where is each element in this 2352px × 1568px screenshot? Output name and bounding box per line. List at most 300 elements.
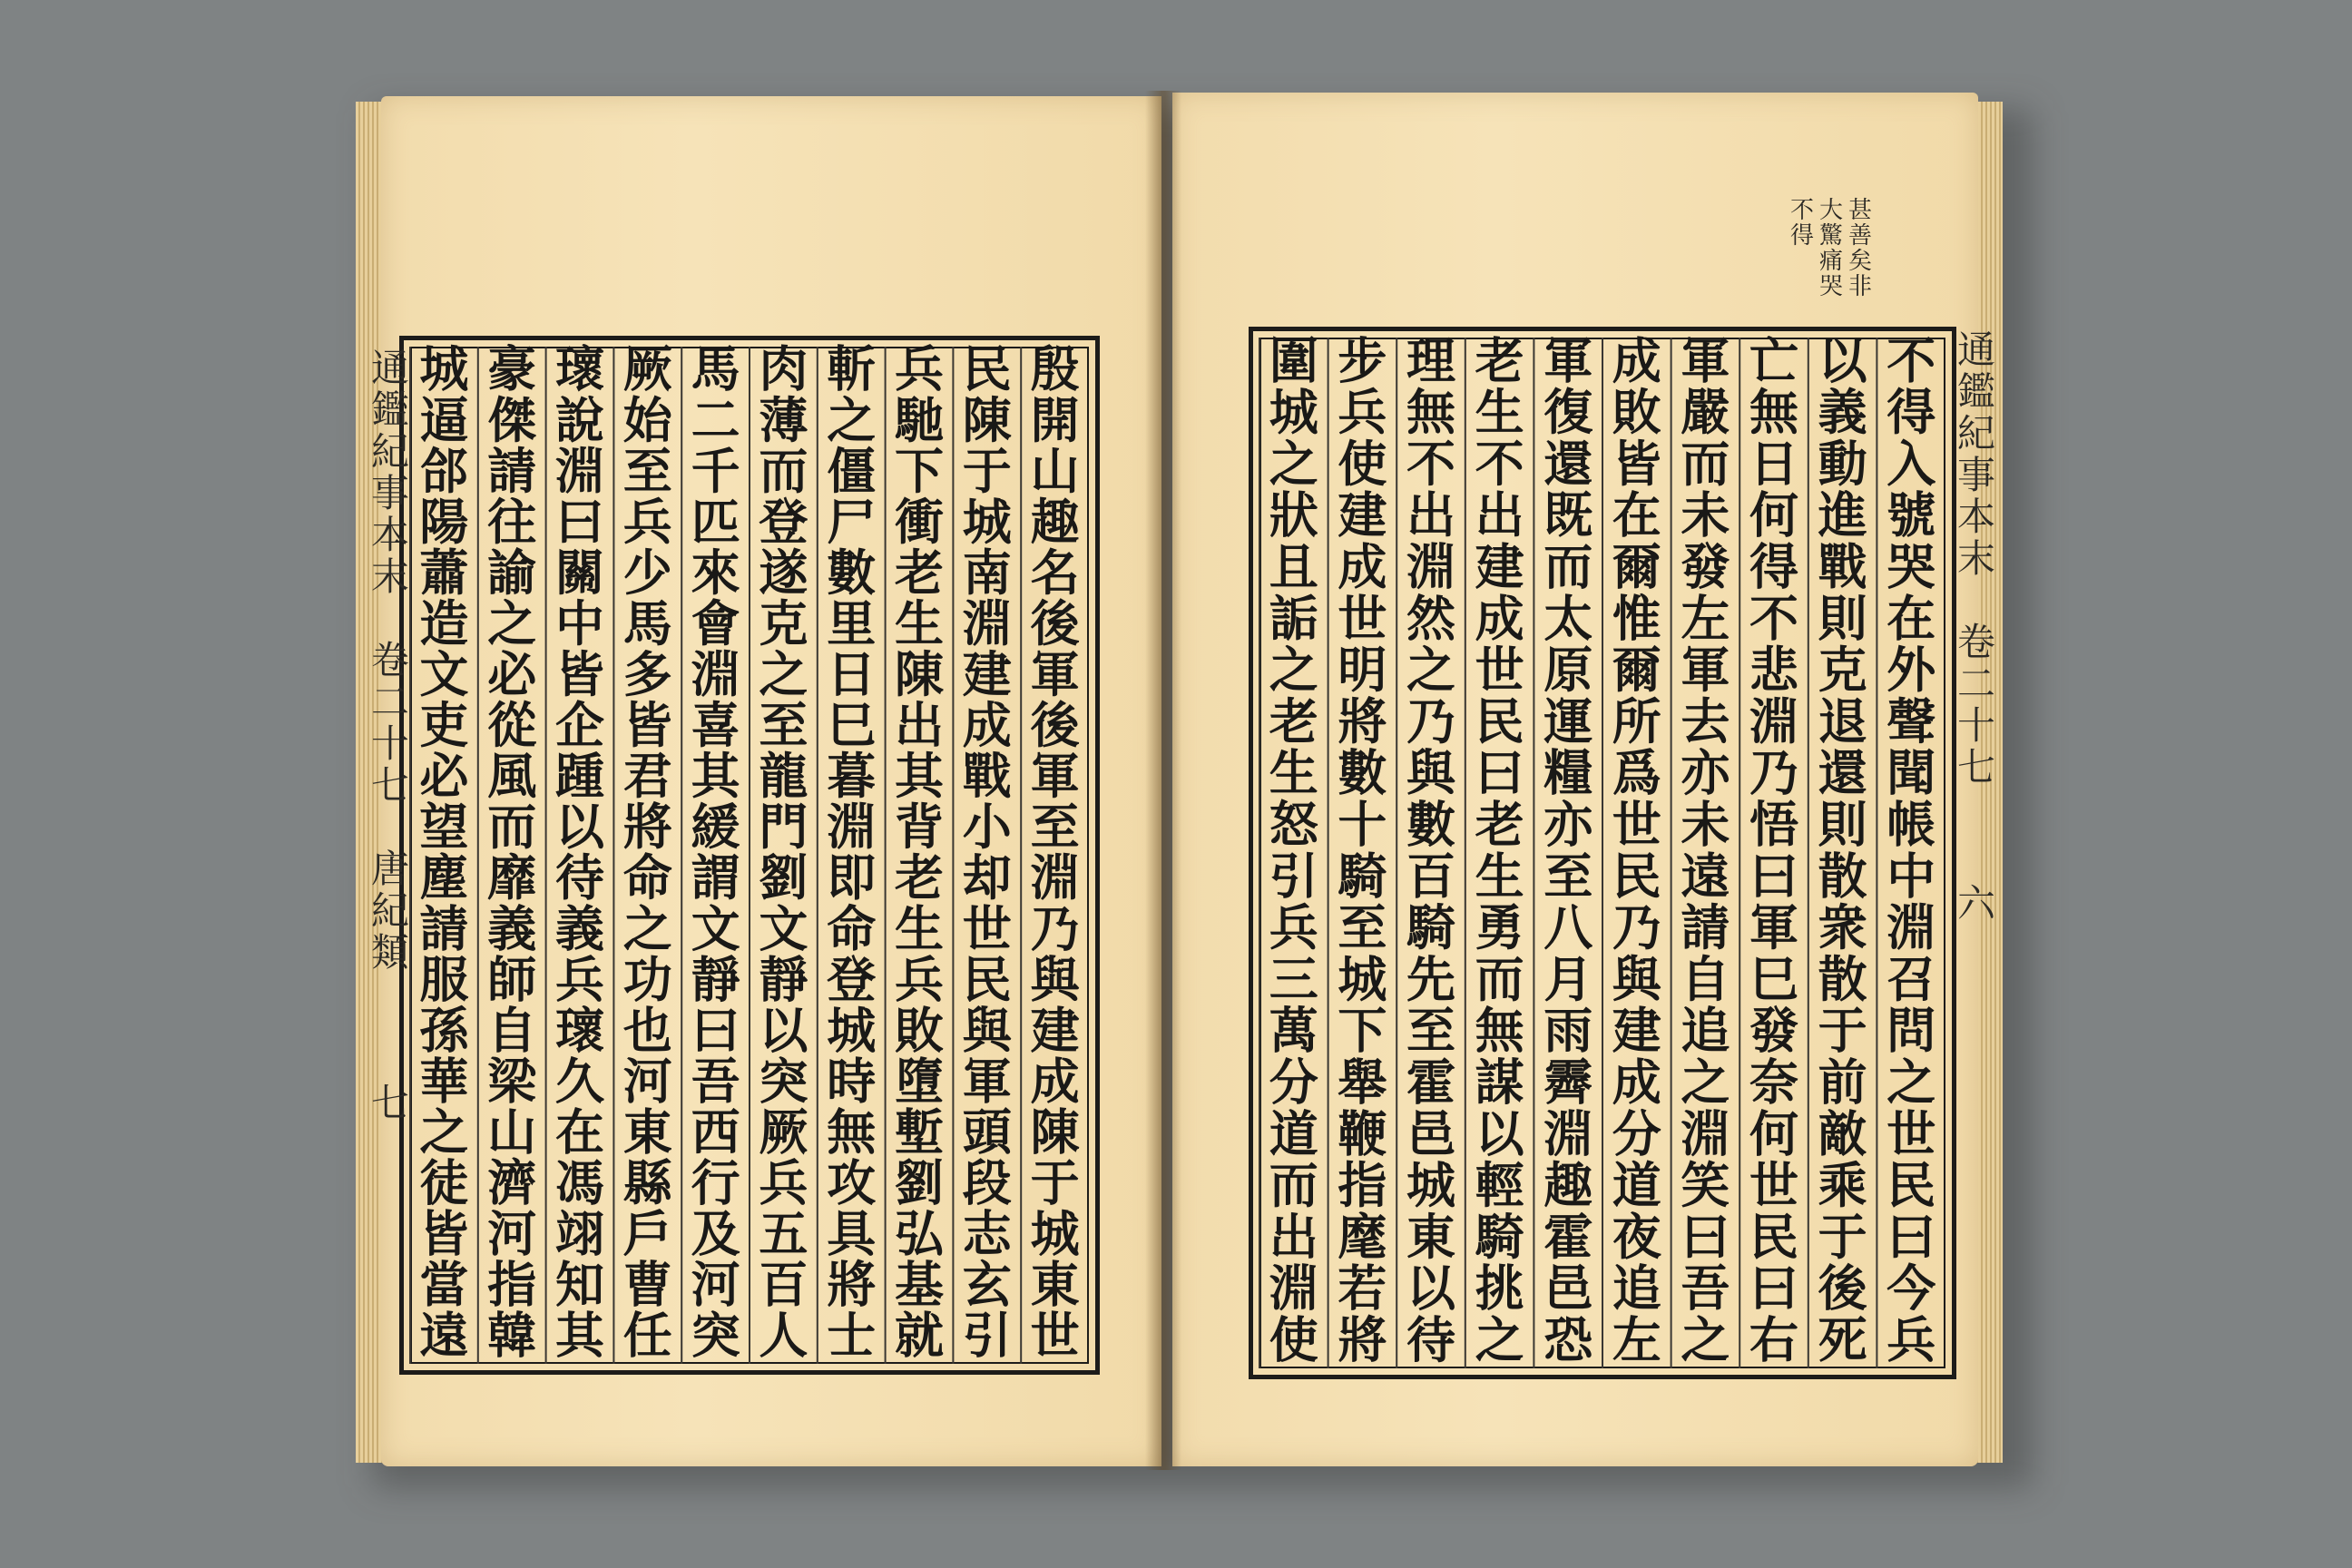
right-character: 成 xyxy=(1612,1053,1661,1112)
right-character: 邑 xyxy=(1544,1259,1593,1318)
right-character: 曰 xyxy=(1886,1207,1936,1266)
right-character: 霍 xyxy=(1406,1053,1455,1112)
right-folio: 六 xyxy=(1956,881,1996,926)
right-character: 不 xyxy=(1886,331,1936,390)
left-character: 陽 xyxy=(419,492,469,551)
left-character: 就 xyxy=(895,1306,944,1365)
right-character: 出 xyxy=(1269,1207,1318,1266)
right-character: 民 xyxy=(1749,1207,1798,1266)
right-spine-character: 二 xyxy=(1956,662,1996,706)
left-character: 與 xyxy=(1030,950,1080,1009)
left-character: 望 xyxy=(419,798,469,857)
right-character: 圍 xyxy=(1269,331,1318,390)
left-character: 城 xyxy=(962,492,1012,551)
left-character: 巳 xyxy=(827,696,877,755)
right-character: 曰 xyxy=(1749,1259,1798,1318)
left-character: 南 xyxy=(962,543,1012,602)
left-character: 靜 xyxy=(759,950,808,1009)
left-character: 而 xyxy=(487,798,537,857)
left-character: 生 xyxy=(895,593,944,652)
left-character: 劉 xyxy=(895,1153,944,1212)
left-character: 肉 xyxy=(759,339,808,398)
left-character: 陳 xyxy=(895,645,944,704)
right-character: 且 xyxy=(1269,537,1318,596)
left-character: 淵 xyxy=(827,798,877,857)
left-character: 于 xyxy=(1030,1153,1080,1212)
right-character: 號 xyxy=(1886,485,1936,544)
right-character: 何 xyxy=(1749,485,1798,544)
right-character: 之 xyxy=(1886,1053,1936,1112)
left-character: 翊 xyxy=(555,1204,604,1263)
left-character: 門 xyxy=(759,798,808,857)
left-character: 久 xyxy=(555,1052,604,1111)
left-character: 馬 xyxy=(691,339,740,398)
left-character: 至 xyxy=(759,696,808,755)
right-spine-character: 紀 xyxy=(1956,411,1996,456)
left-character: 其 xyxy=(691,747,740,806)
left-character: 即 xyxy=(827,848,877,907)
left-character: 韓 xyxy=(487,1306,537,1365)
left-character: 里 xyxy=(827,593,877,652)
left-character: 老 xyxy=(895,543,944,602)
right-character: 帳 xyxy=(1886,795,1936,854)
right-character: 衆 xyxy=(1818,898,1867,957)
right-character: 將 xyxy=(1338,1310,1387,1369)
left-character: 皆 xyxy=(419,1204,469,1263)
left-character: 少 xyxy=(622,543,672,602)
right-character: 生 xyxy=(1269,743,1318,802)
left-character: 也 xyxy=(622,1001,672,1060)
right-character: 若 xyxy=(1338,1259,1387,1318)
right-character: 克 xyxy=(1818,641,1867,700)
right-character: 道 xyxy=(1269,1104,1318,1163)
left-text-column xyxy=(487,340,538,1365)
right-character: 追 xyxy=(1681,1001,1730,1060)
left-character: 登 xyxy=(827,950,877,1009)
left-character: 君 xyxy=(622,747,672,806)
head-note-character: 得 xyxy=(1789,222,1815,250)
right-character: 笑 xyxy=(1681,1156,1730,1215)
left-spine-character: 類 xyxy=(370,930,410,975)
right-character: 道 xyxy=(1612,1156,1661,1215)
left-character: 之 xyxy=(622,899,672,958)
left-character: 遂 xyxy=(759,543,808,602)
left-character: 當 xyxy=(419,1255,469,1314)
left-character: 玄 xyxy=(962,1255,1012,1314)
left-character: 突 xyxy=(691,1306,740,1365)
left-character: 多 xyxy=(622,645,672,704)
right-spine-character: 鑑 xyxy=(1956,369,1996,414)
right-character: 乃 xyxy=(1749,743,1798,802)
right-character: 東 xyxy=(1406,1207,1455,1266)
left-spine-character: 本 xyxy=(370,513,410,557)
right-character: 軍 xyxy=(1681,331,1730,390)
left-character: 僵 xyxy=(827,441,877,500)
right-text-column xyxy=(1886,331,1937,1368)
left-character: 之 xyxy=(419,1102,469,1161)
left-character: 頭 xyxy=(962,1102,1012,1161)
left-character: 兵 xyxy=(895,950,944,1009)
right-character: 乃 xyxy=(1612,898,1661,957)
right-character: 請 xyxy=(1681,898,1730,957)
right-character: 以 xyxy=(1406,1259,1455,1318)
left-character: 與 xyxy=(962,1001,1012,1060)
right-character: 詬 xyxy=(1269,589,1318,648)
right-character: 散 xyxy=(1818,847,1867,906)
right-character: 無 xyxy=(1749,383,1798,442)
right-character: 嚴 xyxy=(1681,383,1730,442)
right-character: 淵 xyxy=(1886,898,1936,957)
right-text-column xyxy=(1544,331,1594,1368)
right-character: 進 xyxy=(1818,485,1867,544)
right-character: 明 xyxy=(1338,641,1387,700)
head-note-character: 大 xyxy=(1818,197,1844,224)
left-character: 數 xyxy=(827,543,877,602)
right-character: 軍 xyxy=(1544,331,1593,390)
right-character: 雨 xyxy=(1544,1001,1593,1060)
right-character: 爾 xyxy=(1612,641,1661,700)
right-character: 世 xyxy=(1886,1104,1936,1163)
left-character: 戰 xyxy=(962,747,1012,806)
right-character: 死 xyxy=(1818,1310,1867,1369)
right-spine-character: 七 xyxy=(1956,745,1996,789)
left-character: 段 xyxy=(962,1153,1012,1212)
left-character: 名 xyxy=(1030,543,1080,602)
right-character: 曰 xyxy=(1681,1207,1730,1266)
left-character: 縣 xyxy=(622,1153,672,1212)
right-character: 世 xyxy=(1749,1156,1798,1215)
right-character: 悟 xyxy=(1749,795,1798,854)
left-character: 後 xyxy=(1030,696,1080,755)
right-text-column xyxy=(1818,331,1869,1368)
right-spine-character: 末 xyxy=(1956,536,1996,581)
right-character: 淵 xyxy=(1544,1104,1593,1163)
left-character: 靡 xyxy=(487,848,537,907)
left-character: 以 xyxy=(555,798,604,857)
head-note-character: 非 xyxy=(1847,273,1873,300)
left-character: 曹 xyxy=(622,1255,672,1314)
right-character: 後 xyxy=(1818,1259,1867,1318)
right-character: 則 xyxy=(1818,589,1867,648)
right-columns xyxy=(1259,331,1937,1368)
right-character: 麾 xyxy=(1338,1207,1387,1266)
right-character: 至 xyxy=(1406,1001,1455,1060)
left-character: 命 xyxy=(827,899,877,958)
left-character: 孫 xyxy=(419,1001,469,1060)
left-text-column xyxy=(759,340,809,1365)
right-character: 義 xyxy=(1818,383,1867,442)
left-character: 徒 xyxy=(419,1153,469,1212)
left-character: 河 xyxy=(691,1255,740,1314)
left-character: 造 xyxy=(419,593,469,652)
left-character: 克 xyxy=(759,593,808,652)
right-character: 民 xyxy=(1612,847,1661,906)
left-character: 蕭 xyxy=(419,543,469,602)
right-character: 八 xyxy=(1544,898,1593,957)
right-character: 霍 xyxy=(1544,1207,1593,1266)
left-character: 尸 xyxy=(827,492,877,551)
left-text-column xyxy=(691,340,743,1365)
left-character: 待 xyxy=(555,848,604,907)
right-character: 建 xyxy=(1475,537,1524,596)
right-character: 老 xyxy=(1269,691,1318,750)
right-character: 曰 xyxy=(1749,847,1798,906)
left-character: 將 xyxy=(622,798,672,857)
right-character: 左 xyxy=(1681,589,1730,648)
right-character: 三 xyxy=(1269,949,1318,1008)
left-character: 至 xyxy=(622,441,672,500)
right-character: 而 xyxy=(1681,434,1730,493)
right-character: 無 xyxy=(1406,383,1455,442)
right-character: 何 xyxy=(1749,1104,1798,1163)
left-character: 山 xyxy=(1030,441,1080,500)
right-character: 敵 xyxy=(1818,1104,1867,1163)
right-character: 還 xyxy=(1544,434,1593,493)
right-text-column xyxy=(1269,331,1320,1368)
left-character: 曰 xyxy=(691,1001,740,1060)
right-character: 建 xyxy=(1612,1001,1661,1060)
right-character: 所 xyxy=(1612,691,1661,750)
right-character: 遠 xyxy=(1681,847,1730,906)
left-spine-character: 卷 xyxy=(370,638,410,682)
right-character: 淵 xyxy=(1749,691,1798,750)
right-character: 世 xyxy=(1612,795,1661,854)
right-character: 騎 xyxy=(1406,898,1455,957)
right-character: 曰 xyxy=(1475,743,1524,802)
left-character: 建 xyxy=(962,645,1012,704)
left-character: 會 xyxy=(691,593,740,652)
left-character: 衝 xyxy=(895,492,944,551)
left-character: 生 xyxy=(895,899,944,958)
left-spine-character: 二 xyxy=(370,680,410,724)
right-character: 太 xyxy=(1544,589,1593,648)
left-character: 志 xyxy=(962,1204,1012,1263)
right-character: 悲 xyxy=(1749,641,1798,700)
left-character: 斬 xyxy=(827,339,877,398)
right-character: 騎 xyxy=(1338,847,1387,906)
right-character: 軍 xyxy=(1749,898,1798,957)
left-character: 東 xyxy=(622,1102,672,1161)
left-character: 傑 xyxy=(487,390,537,449)
right-character: 未 xyxy=(1681,795,1730,854)
head-note-character: 甚 xyxy=(1847,197,1873,224)
right-character: 成 xyxy=(1338,537,1387,596)
right-character: 不 xyxy=(1749,589,1798,648)
left-character: 出 xyxy=(895,696,944,755)
left-character: 文 xyxy=(419,645,469,704)
left-character: 兵 xyxy=(759,1153,808,1212)
right-character: 則 xyxy=(1818,795,1867,854)
right-character: 入 xyxy=(1886,434,1936,493)
left-character: 兵 xyxy=(895,339,944,398)
right-character: 使 xyxy=(1269,1310,1318,1369)
right-character: 去 xyxy=(1681,691,1730,750)
right-character: 夜 xyxy=(1612,1207,1661,1266)
left-character: 民 xyxy=(962,950,1012,1009)
left-character: 遠 xyxy=(419,1306,469,1365)
left-spine-character: 紀 xyxy=(370,888,410,933)
right-character: 之 xyxy=(1269,434,1318,493)
left-character: 兵 xyxy=(622,492,672,551)
left-character: 軍 xyxy=(1030,747,1080,806)
right-character: 得 xyxy=(1749,537,1798,596)
left-character: 將 xyxy=(827,1255,877,1314)
right-character: 將 xyxy=(1338,691,1387,750)
left-text-column xyxy=(555,340,607,1365)
right-character: 之 xyxy=(1475,1310,1524,1369)
right-character: 問 xyxy=(1886,1001,1936,1060)
right-character: 民 xyxy=(1886,1156,1936,1215)
left-character: 攻 xyxy=(827,1153,877,1212)
right-character: 退 xyxy=(1818,691,1867,750)
right-spine-character: 十 xyxy=(1956,703,1996,748)
left-spine-label xyxy=(371,346,409,1125)
left-character: 緩 xyxy=(691,798,740,857)
left-character: 必 xyxy=(419,747,469,806)
left-character: 趣 xyxy=(1030,492,1080,551)
right-character: 建 xyxy=(1338,485,1387,544)
right-character: 理 xyxy=(1406,331,1455,390)
left-character: 文 xyxy=(759,899,808,958)
right-character: 使 xyxy=(1338,434,1387,493)
right-character: 與 xyxy=(1406,743,1455,802)
left-character: 世 xyxy=(962,899,1012,958)
left-character: 塹 xyxy=(895,1102,944,1161)
left-spine-character: 紀 xyxy=(370,429,410,474)
left-character: 及 xyxy=(691,1204,740,1263)
left-character: 民 xyxy=(962,339,1012,398)
right-character: 運 xyxy=(1544,691,1593,750)
left-spine-character: 七 xyxy=(370,763,410,808)
left-character: 其 xyxy=(555,1306,604,1365)
right-text-column xyxy=(1337,331,1387,1368)
left-character: 殷 xyxy=(1030,339,1080,398)
right-character: 勇 xyxy=(1475,898,1524,957)
right-spine-character: 事 xyxy=(1956,453,1996,497)
left-character: 山 xyxy=(487,1102,537,1161)
right-character: 分 xyxy=(1269,1053,1318,1112)
left-character: 瓌 xyxy=(555,1001,604,1060)
left-character: 必 xyxy=(487,645,537,704)
right-character: 聲 xyxy=(1886,691,1936,750)
right-character: 復 xyxy=(1544,383,1593,442)
left-character: 之 xyxy=(487,593,537,652)
left-character: 往 xyxy=(487,492,537,551)
left-text-column xyxy=(894,340,946,1365)
left-spine-character: 通 xyxy=(370,346,410,390)
right-character: 于 xyxy=(1818,1207,1867,1266)
left-character: 弘 xyxy=(895,1204,944,1263)
right-character: 外 xyxy=(1886,641,1936,700)
right-character: 分 xyxy=(1612,1104,1661,1163)
left-character: 梁 xyxy=(487,1052,537,1111)
right-character: 輕 xyxy=(1475,1156,1524,1215)
left-character: 靜 xyxy=(691,950,740,1009)
left-character: 逼 xyxy=(419,390,469,449)
right-character: 原 xyxy=(1544,641,1593,700)
left-character: 百 xyxy=(759,1255,808,1314)
right-character: 亦 xyxy=(1544,795,1593,854)
right-character: 糧 xyxy=(1544,743,1593,802)
left-character: 兵 xyxy=(555,950,604,1009)
left-character: 風 xyxy=(487,747,537,806)
right-character: 而 xyxy=(1544,537,1593,596)
left-character: 其 xyxy=(895,747,944,806)
left-character: 龍 xyxy=(759,747,808,806)
left-character: 乃 xyxy=(1030,899,1080,958)
left-character: 濟 xyxy=(487,1153,537,1212)
right-character: 亦 xyxy=(1681,743,1730,802)
left-folio: 七 xyxy=(370,1081,410,1125)
right-character: 之 xyxy=(1681,1310,1730,1369)
left-character: 河 xyxy=(622,1052,672,1111)
left-character: 士 xyxy=(827,1306,877,1365)
left-character: 說 xyxy=(555,390,604,449)
right-character: 爲 xyxy=(1612,743,1661,802)
right-character: 以 xyxy=(1818,331,1867,390)
left-character: 馬 xyxy=(622,593,672,652)
right-character: 日 xyxy=(1749,434,1798,493)
left-character: 淵 xyxy=(555,441,604,500)
left-character: 功 xyxy=(622,950,672,1009)
left-character: 淵 xyxy=(1030,848,1080,907)
right-character: 成 xyxy=(1612,331,1661,390)
right-character: 兵 xyxy=(1338,383,1387,442)
left-spine-character: 事 xyxy=(370,471,410,515)
right-character: 無 xyxy=(1475,1001,1524,1060)
left-character: 東 xyxy=(1030,1255,1080,1314)
right-character: 未 xyxy=(1681,485,1730,544)
right-character: 之 xyxy=(1269,641,1318,700)
right-character: 城 xyxy=(1269,383,1318,442)
left-character: 在 xyxy=(555,1102,604,1161)
right-character: 發 xyxy=(1749,1001,1798,1060)
left-character: 軍 xyxy=(1030,645,1080,704)
left-character: 來 xyxy=(691,543,740,602)
left-character: 從 xyxy=(487,696,537,755)
right-character: 數 xyxy=(1406,795,1455,854)
left-character: 暮 xyxy=(827,747,877,806)
right-character: 之 xyxy=(1406,641,1455,700)
left-character: 登 xyxy=(759,492,808,551)
right-character: 怒 xyxy=(1269,795,1318,854)
right-character: 月 xyxy=(1544,949,1593,1008)
right-character: 召 xyxy=(1886,949,1936,1008)
right-spine-character: 卷 xyxy=(1956,620,1996,664)
right-character: 挑 xyxy=(1475,1259,1524,1318)
left-character: 皆 xyxy=(555,645,604,704)
right-character: 引 xyxy=(1269,847,1318,906)
left-character: 豪 xyxy=(487,339,537,398)
left-character: 郃 xyxy=(419,441,469,500)
left-character: 關 xyxy=(555,543,604,602)
right-character: 老 xyxy=(1475,795,1524,854)
right-character: 民 xyxy=(1475,691,1524,750)
right-character: 兵 xyxy=(1886,1310,1936,1369)
right-character: 待 xyxy=(1406,1310,1455,1369)
left-character: 劉 xyxy=(759,848,808,907)
left-character: 中 xyxy=(555,593,604,652)
right-text-column xyxy=(1612,331,1664,1368)
right-character: 兵 xyxy=(1269,898,1318,957)
left-character: 企 xyxy=(555,696,604,755)
left-character: 後 xyxy=(1030,593,1080,652)
head-note-character: 善 xyxy=(1847,222,1873,250)
right-character: 百 xyxy=(1406,847,1455,906)
left-character: 師 xyxy=(487,950,537,1009)
right-character: 指 xyxy=(1338,1156,1387,1215)
left-character: 吏 xyxy=(419,696,469,755)
